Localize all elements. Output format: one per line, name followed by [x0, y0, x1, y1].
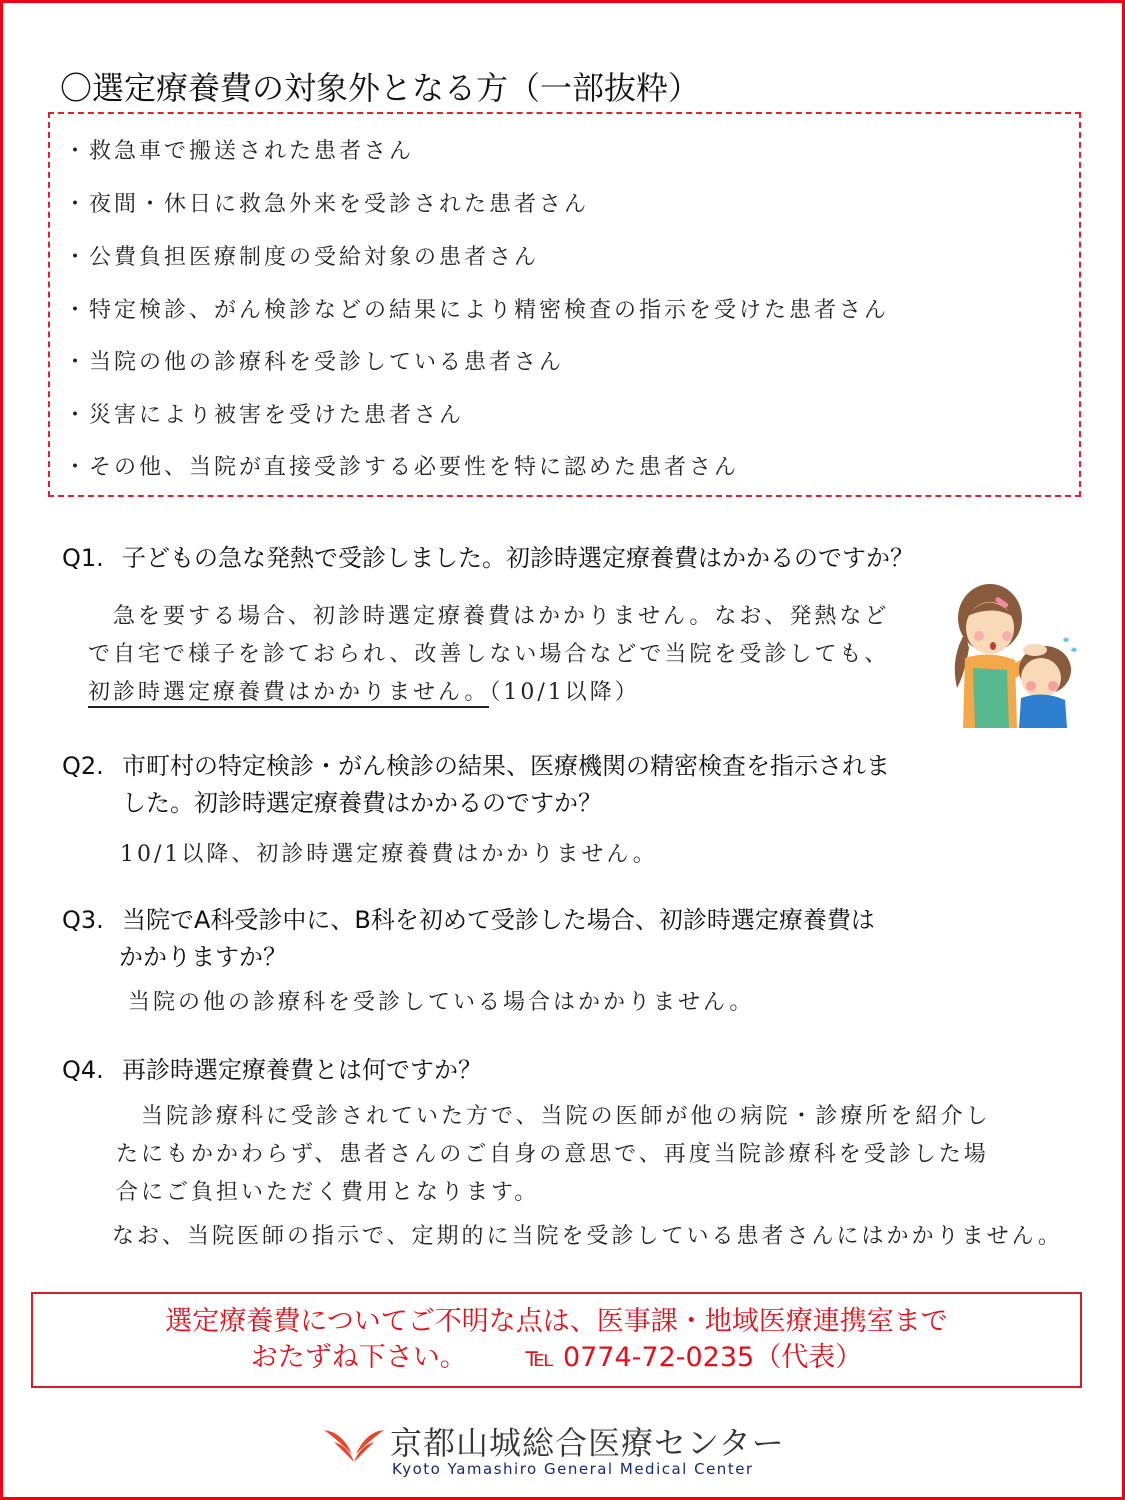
answer-line: 合にご負担いただく費用となります。: [116, 1180, 540, 1205]
answer-suffix: （10/1以降）: [489, 680, 640, 705]
question-number: Q1.: [62, 544, 104, 572]
question-text: した。初診時選定療養費はかかるのですか？: [122, 789, 602, 817]
faq-answer-4-note: なお、当院医師の指示で、定期的に当院を受診している患者さんにはかかりません。: [112, 1224, 1063, 1249]
mother-child-fever-icon: [935, 578, 1085, 728]
phone-icon: ℡: [525, 1342, 555, 1373]
question-text: 再診時選定療養費とは何ですか？: [122, 1056, 482, 1084]
answer-line: 当院の他の診療科を受診している場合はかかりません。: [128, 990, 755, 1015]
exclusion-item: ・災害により被害を受けた患者さん: [64, 403, 465, 428]
faq-question-2: [62, 748, 890, 822]
faq-answer-1: [88, 598, 889, 712]
contact-line-1: 選定療養費についてご不明な点は、医事課・地域医療連携室まで: [165, 1306, 948, 1337]
question-text: 子どもの急な発熱で受診しました。初診時選定療養費はかかるのですか？: [122, 544, 914, 572]
faq-question-4: [62, 1050, 482, 1085]
contact-line-2: おたずね下さい。: [250, 1342, 467, 1373]
answer-line: 10/1以降、初診時選定療養費はかかりません。: [120, 842, 658, 867]
answer-line: たにもかかわらず、患者さんのご自身の意思で、再度当院診療科を受診した場: [116, 1142, 989, 1167]
answer-line: で自宅で様子を診ておられ、改善しない場合などで当院を受診しても、: [88, 642, 890, 667]
faq-question-3: [62, 902, 875, 976]
page-title: 〇選定療養費の対象外となる方（一部抜粋）: [60, 69, 701, 108]
exclusion-item: ・救急車で搬送された患者さん: [64, 139, 415, 164]
question-text: かかりますか？: [119, 943, 287, 971]
exclusion-item: ・当院の他の診療科を受診している患者さん: [64, 350, 565, 375]
question-number: Q3.: [62, 906, 104, 934]
exclusion-list-box: [48, 112, 1081, 497]
answer-line: 当院診療科に受診されていた方で、当院の医師が他の病院・診療所を紹介し: [116, 1104, 991, 1129]
faq-question-1: [62, 538, 914, 573]
hospital-name-jp: 京都山城総合医療センター: [390, 1424, 785, 1462]
faq-answer-2: [120, 836, 658, 874]
exclusion-item: ・その他、当院が直接受診する必要性を特に認めた患者さん: [64, 455, 740, 480]
phone-number: 0774-72-0235（代表）: [562, 1342, 863, 1373]
question-number: Q2.: [62, 752, 104, 780]
question-text: 当院でA科受診中に、B科を初めて受診した場合、初診時選定療養費は: [122, 906, 875, 934]
exclusion-item: ・公費負担医療制度の受給対象の患者さん: [64, 245, 540, 270]
answer-line: 急を要する場合、初診時選定療養費はかかりません。なお、発熱など: [88, 604, 890, 629]
contact-notice-box: [31, 1292, 1082, 1388]
exclusion-item: ・特定検診、がん検診などの結果により精密検査の指示を受けた患者さん: [64, 298, 890, 323]
hospital-logo: [322, 1418, 802, 1478]
answer-emphasis: 初診時選定療養費はかかりません。: [88, 680, 489, 708]
question-text: 市町村の特定検診・がん検診の結果、医療機関の精密検査を指示されま: [122, 752, 890, 780]
hospital-name-en: Kyoto Yamashiro General Medical Center: [392, 1460, 754, 1478]
faq-answer-4: [116, 1098, 991, 1212]
question-number: Q4.: [62, 1056, 104, 1084]
faq-answer-3: [128, 984, 754, 1022]
hospital-logo-mark-icon: [322, 1424, 386, 1464]
exclusion-item: ・夜間・休日に救急外来を受診された患者さん: [64, 192, 590, 217]
